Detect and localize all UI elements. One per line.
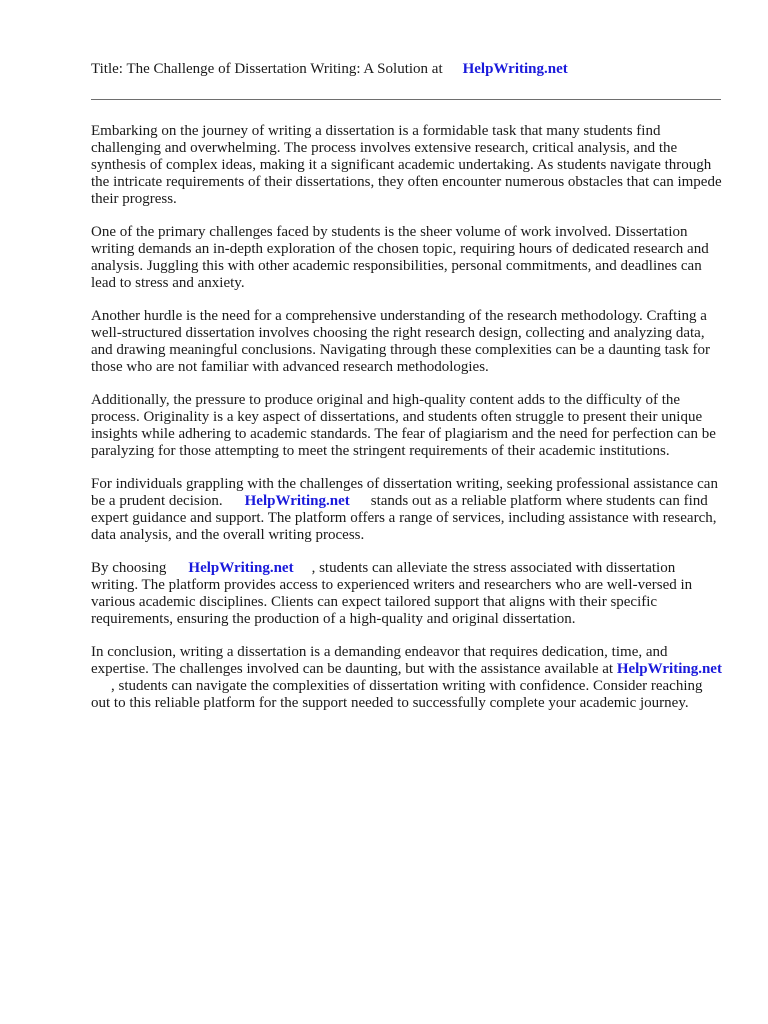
paragraph-by-choosing xyxy=(91,560,723,628)
paragraph-intro: Embarking on the journey of writing a dissertation is a formidable task that many students find challenging and overwhelming. The process involves extensive research, critical analysis, and the synthesis of complex ideas, making it a significant academic undertaking. As students navigate through the intricate requirements of their dissertations, they often encounter numerous obstacles that can impede their progress. xyxy=(91,123,722,207)
paragraph-originality: Additionally, the pressure to produce original and high-quality content adds to the difficulty of the process. Originality is a key aspect of dissertations, and students often struggle to present their unique insights while adhering to academic standards. The fear of plagiarism and the need for perfection can be paralyzing for those attempting to meet the stringent requirements of their academic institutions. xyxy=(91,392,716,459)
paragraph-volume-of-work: One of the primary challenges faced by students is the sheer volume of work involved. Dissertation writing demands an in-depth exploration of the chosen topic, requiring hours of dedicated research and analysis. Juggling this with other academic responsibilities, personal commitments, and deadlines can lead to stress and anxiety. xyxy=(91,224,709,291)
document-title xyxy=(91,58,723,80)
title-helpwriting-link[interactable]: HelpWriting.net xyxy=(462,61,568,77)
paragraph-text: By choosing xyxy=(91,560,167,576)
paragraph-text: , students can navigate the complexities of dissertation writing with confidence. Consider reaching out to this reliable platform for the support needed to successfully complete your academic journey. xyxy=(91,678,703,711)
helpwriting-link[interactable]: HelpWriting.net xyxy=(188,560,294,576)
paragraph-text: For individuals grappling with the challenges of dissertation writing, seeking professional assistance can be a prudent decision. xyxy=(91,476,718,509)
paragraph-research-methodology: Another hurdle is the need for a comprehensive understanding of the research methodology. Crafting a well-structured dissertation involves choosing the right research design, collecting and analyzing data, and drawing meaningful conclusions. Navigating through these complexities can be a daunting task for those who are not familiar with advanced research methodologies. xyxy=(91,308,711,375)
paragraph-text: , students can alleviate the stress associated with dissertation writing. The platform provides access to experienced writers and researchers who are well-versed in various academic disciplines. Clients can expect tailored support that aligns with their specific requirements, ensuring the production of a high-quality and original dissertation. xyxy=(91,560,693,627)
paragraph-text: In conclusion, writing a dissertation is a demanding endeavor that requires dedication, time, and expertise. The challenges involved can be daunting, but with the assistance available at xyxy=(91,644,668,677)
paragraph-conclusion xyxy=(91,644,723,712)
title-text: Title: The Challenge of Dissertation Writing: A Solution at xyxy=(91,61,443,77)
paragraph-professional-assistance xyxy=(91,476,723,544)
title-divider xyxy=(91,99,721,100)
document-page xyxy=(91,58,723,712)
paragraph-text: stands out as a reliable platform where students can find expert guidance and support. The platform offers a range of services, including assistance with research, data analysis, and the overall writing process. xyxy=(91,493,717,543)
helpwriting-link[interactable]: HelpWriting.net xyxy=(616,661,722,677)
helpwriting-link[interactable]: HelpWriting.net xyxy=(244,493,350,509)
